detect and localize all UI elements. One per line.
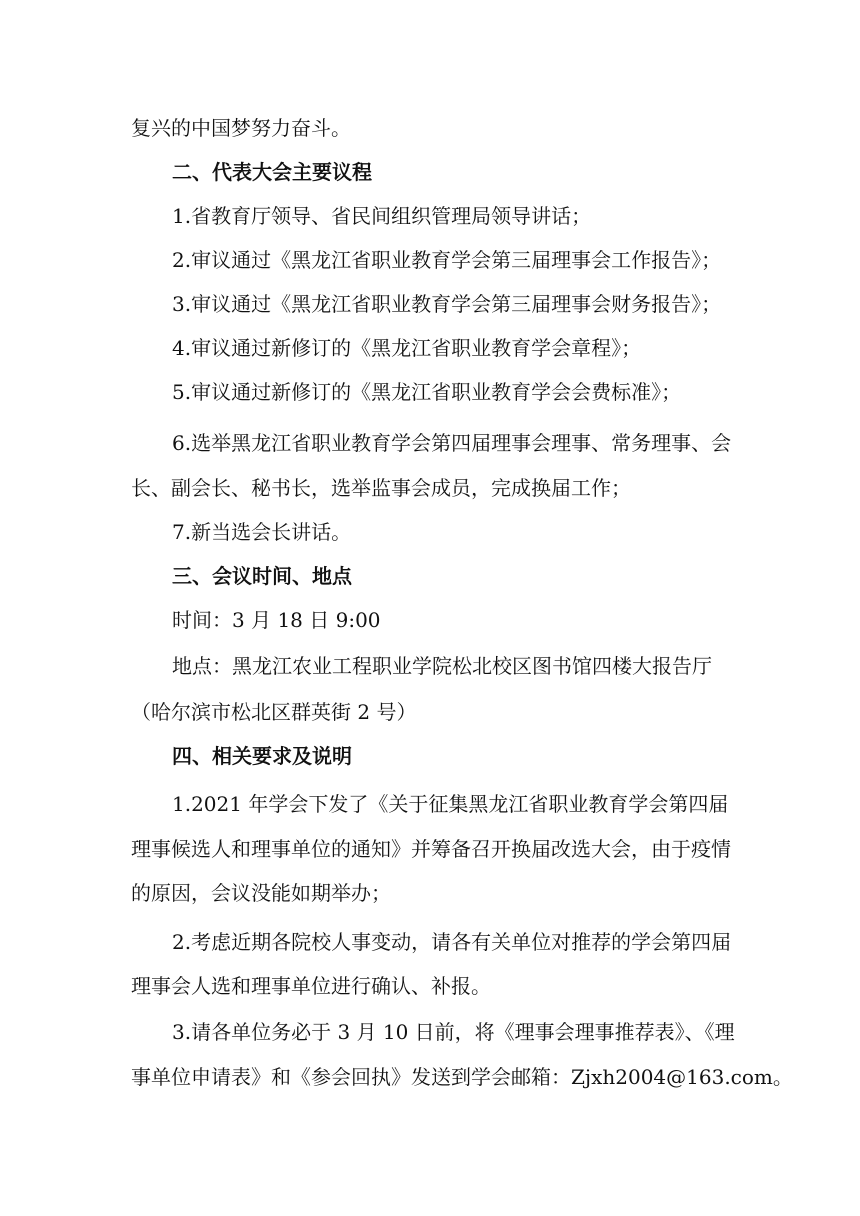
- meeting-time: 时间：3 月 18 日 9:00: [172, 608, 381, 632]
- meeting-place-line-1: 地点：黑龙江农业工程职业学院松北校区图书馆四楼大报告厅: [172, 654, 712, 678]
- agenda-item-4: 4.审议通过新修订的《黑龙江省职业教育学会章程》；: [172, 336, 642, 360]
- intro-tail: 复兴的中国梦努力奋斗。: [131, 116, 351, 140]
- section-4-heading: 四、相关要求及说明: [172, 744, 352, 768]
- requirement-1-line-2: 理事候选人和理事单位的通知》并筹备召开换届改选大会，由于疫情: [131, 837, 731, 861]
- requirement-2-line-1: 2.考虑近期各院校人事变动，请各有关单位对推荐的学会第四届: [172, 930, 732, 954]
- section-3-heading: 三、会议时间、地点: [172, 564, 352, 588]
- agenda-item-6-line-1: 6.选举黑龙江省职业教育学会第四届理事会理事、常务理事、会: [172, 431, 732, 455]
- agenda-item-2: 2.审议通过《黑龙江省职业教育学会第三届理事会工作报告》；: [172, 248, 722, 272]
- agenda-item-6-line-2: 长、副会长、秘书长，选举监事会成员，完成换届工作；: [131, 476, 631, 500]
- requirement-3-line-2: 事单位申请表》和《参会回执》发送到学会邮箱：Zjxh2004@163.com。: [131, 1065, 793, 1089]
- meeting-place-line-2: （哈尔滨市松北区群英街 2 号）: [131, 700, 417, 724]
- requirement-2-line-2: 理事会人选和理事单位进行确认、补报。: [131, 974, 491, 998]
- requirement-1-line-3: 的原因，会议没能如期举办；: [131, 881, 391, 905]
- requirement-1-line-1: 1.2021 年学会下发了《关于征集黑龙江省职业教育学会第四届: [172, 792, 729, 816]
- agenda-item-1: 1.省教育厅领导、省民间组织管理局领导讲话；: [172, 204, 592, 228]
- section-2-heading: 二、代表大会主要议程: [172, 160, 372, 184]
- agenda-item-3: 3.审议通过《黑龙江省职业教育学会第三届理事会财务报告》；: [172, 292, 722, 316]
- agenda-item-7: 7.新当选会长讲话。: [172, 520, 352, 544]
- agenda-item-5: 5.审议通过新修订的《黑龙江省职业教育学会会费标准》；: [172, 380, 682, 404]
- requirement-3-line-1: 3.请各单位务必于 3 月 10 日前，将《理事会理事推荐表》、《理: [172, 1020, 735, 1044]
